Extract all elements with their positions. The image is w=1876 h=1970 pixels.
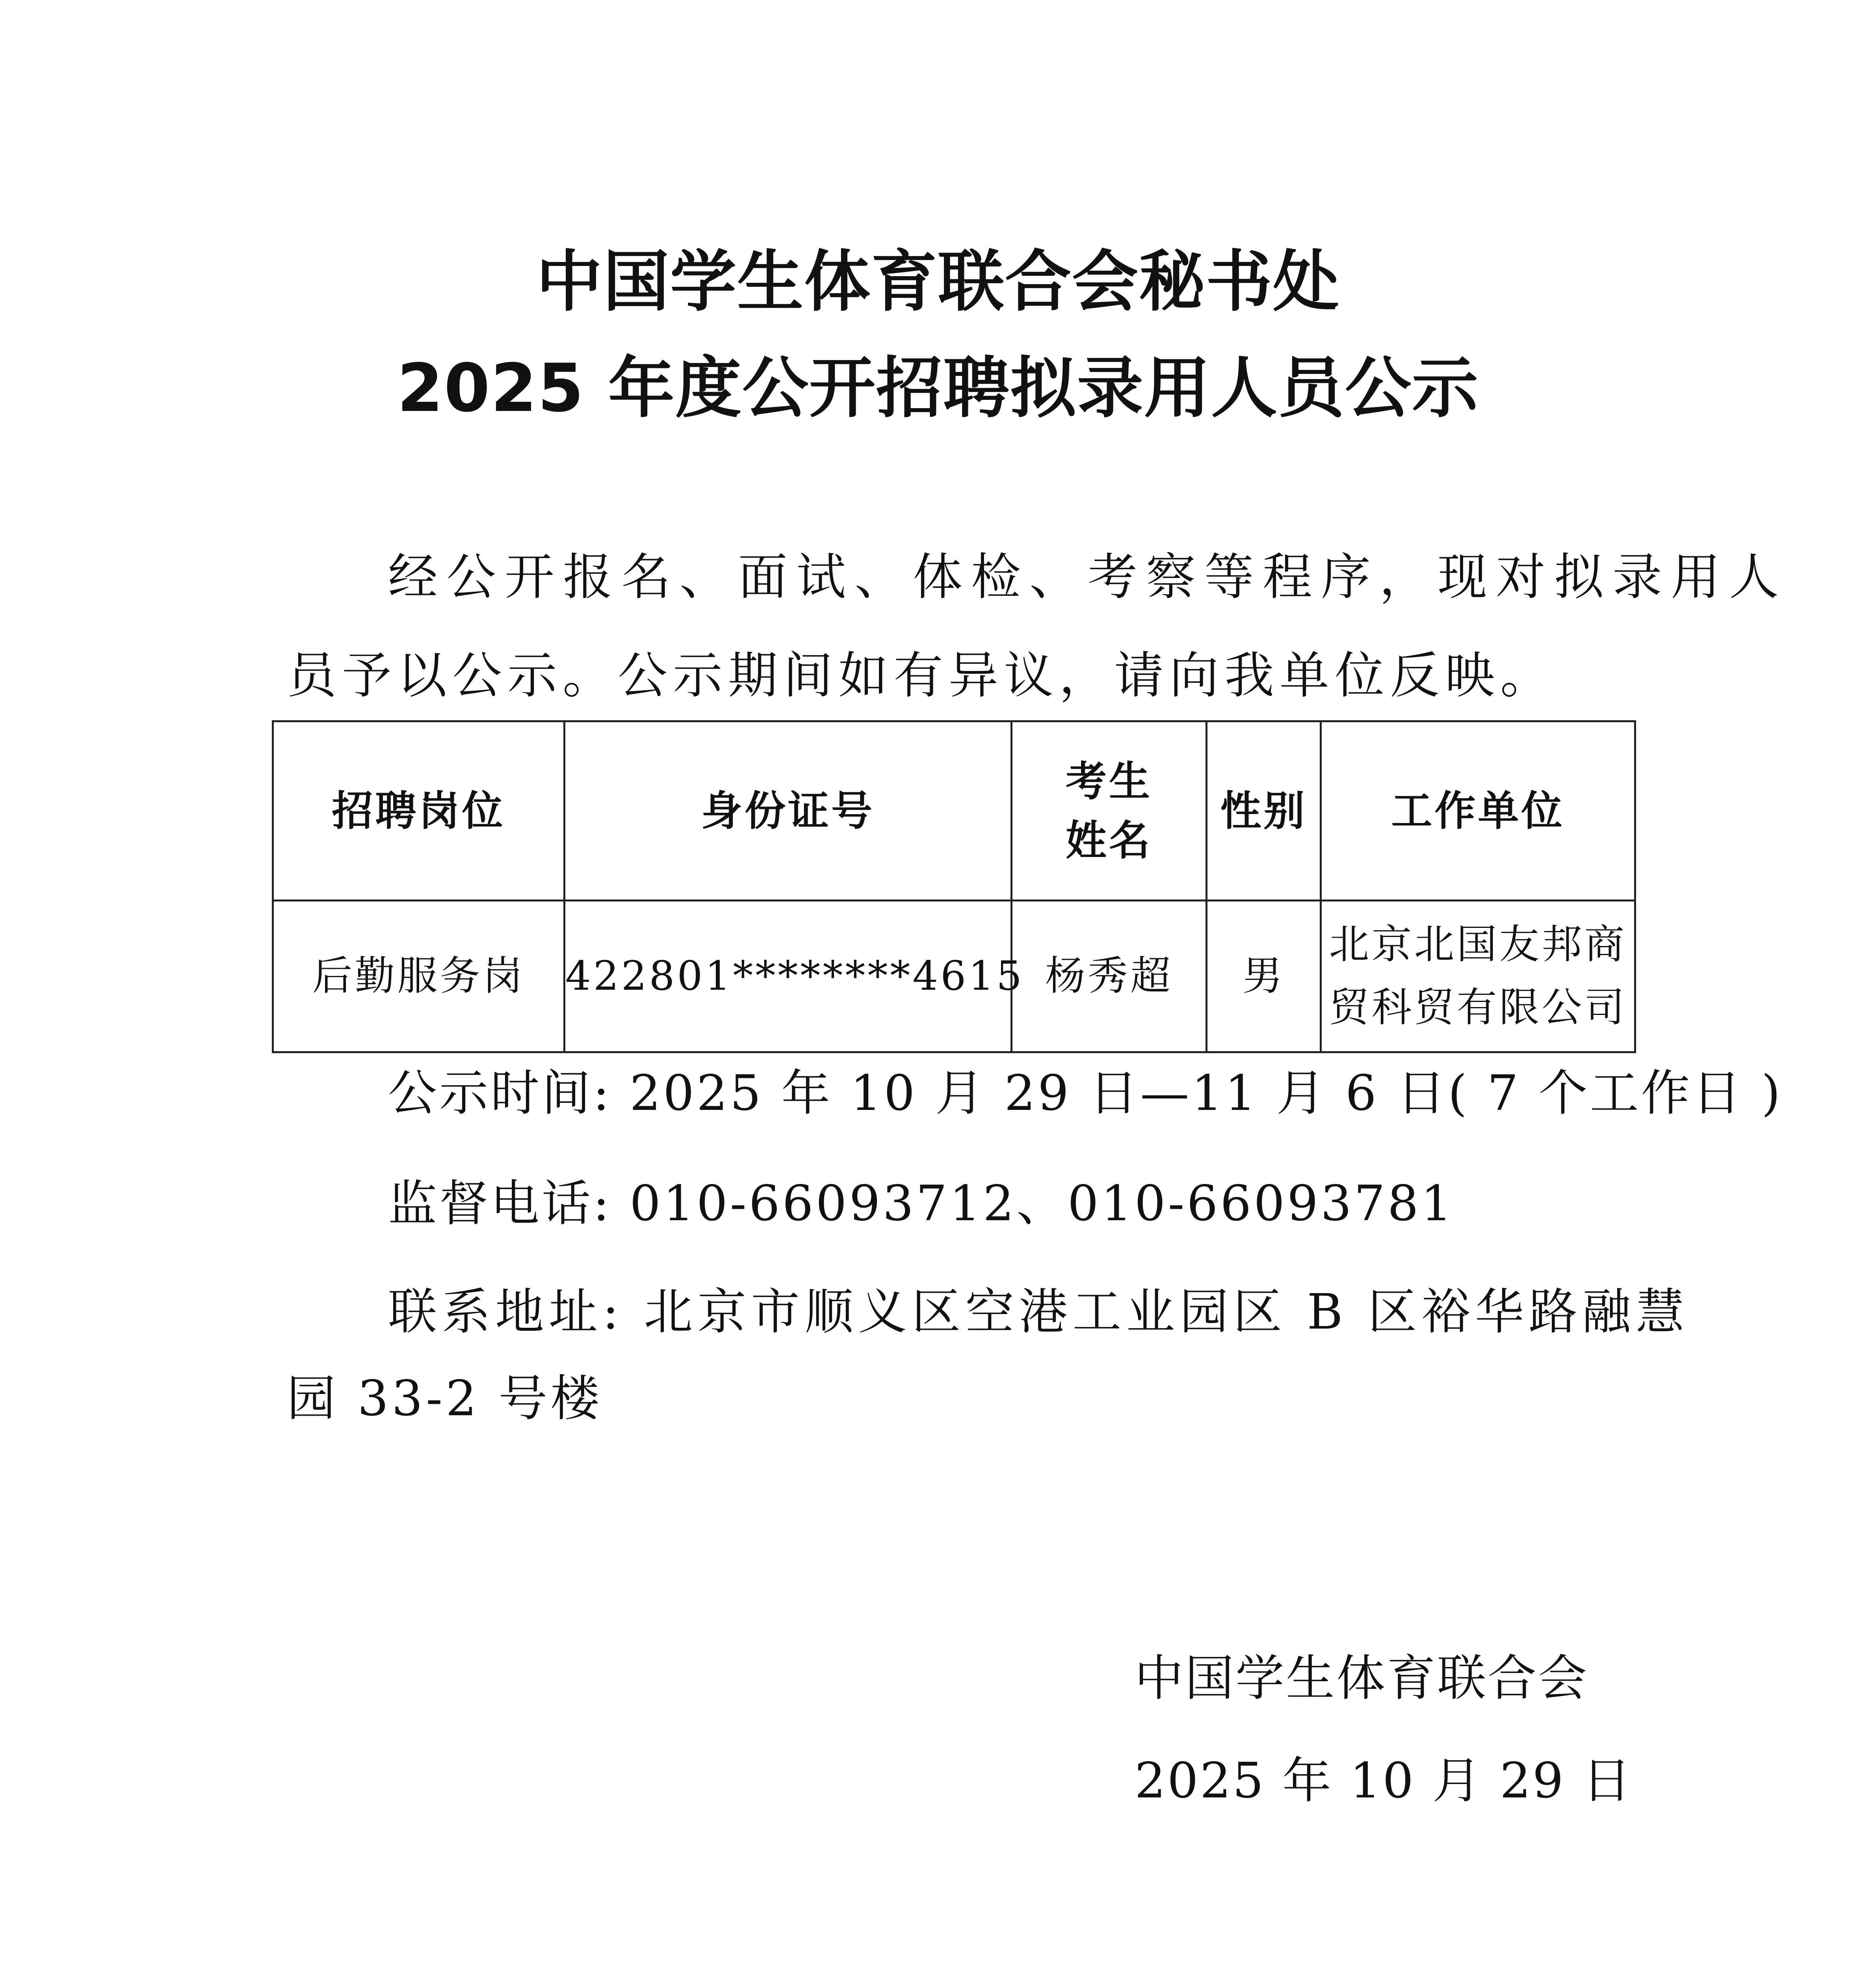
header-name-line-2: 姓名 xyxy=(1065,816,1152,864)
candidate-table xyxy=(272,720,1636,1053)
header-candidate-name xyxy=(1012,721,1207,901)
header-gender: 性别 xyxy=(1207,721,1321,901)
signature-organization: 中国学生体育联合会 xyxy=(1135,1650,1589,1707)
header-id-number: 身份证号 xyxy=(565,721,1012,901)
employer-line-2: 贸科贸有限公司 xyxy=(1329,984,1627,1031)
intro-paragraph-line-1: 经公开报名、面试、体检、考察等程序，现对拟录用人 xyxy=(388,548,1787,606)
table-row xyxy=(273,901,1635,1052)
intro-paragraph-line-2: 员予以公示。公示期间如有异议，请向我单位反映。 xyxy=(287,647,1555,704)
signature-date: 2025 年 10 月 29 日 xyxy=(1135,1753,1633,1809)
employer-line-1: 北京北国友邦商 xyxy=(1329,921,1627,968)
header-name-line-1: 考生 xyxy=(1065,757,1152,805)
cell-employer xyxy=(1321,901,1635,1052)
document-title-line-1: 中国学生体育联合会秘书处 xyxy=(536,243,1340,320)
table-header-row xyxy=(273,721,1635,901)
header-employer: 工作单位 xyxy=(1321,721,1635,901)
header-position: 招聘岗位 xyxy=(273,721,565,901)
cell-gender: 男 xyxy=(1207,901,1321,1052)
supervision-phone: 监督电话: 010-66093712、010-66093781 xyxy=(388,1175,1454,1232)
cell-candidate-name: 杨秀超 xyxy=(1012,901,1207,1052)
contact-address-line-2: 园 33-2 号楼 xyxy=(287,1370,603,1427)
cell-position: 后勤服务岗 xyxy=(273,901,565,1052)
publicity-period: 公示时间: 2025 年 10 月 29 日—11 月 6 日( 7 个工作日 ) xyxy=(388,1065,1783,1122)
document-title-line-2: 2025 年度公开招聘拟录用人员公示 xyxy=(397,349,1479,427)
contact-address-line-1: 联系地址: 北京市顺义区空港工业园区 B 区裕华路融慧 xyxy=(388,1284,1690,1340)
cell-id-number: 422801********4615 xyxy=(565,901,1012,1052)
